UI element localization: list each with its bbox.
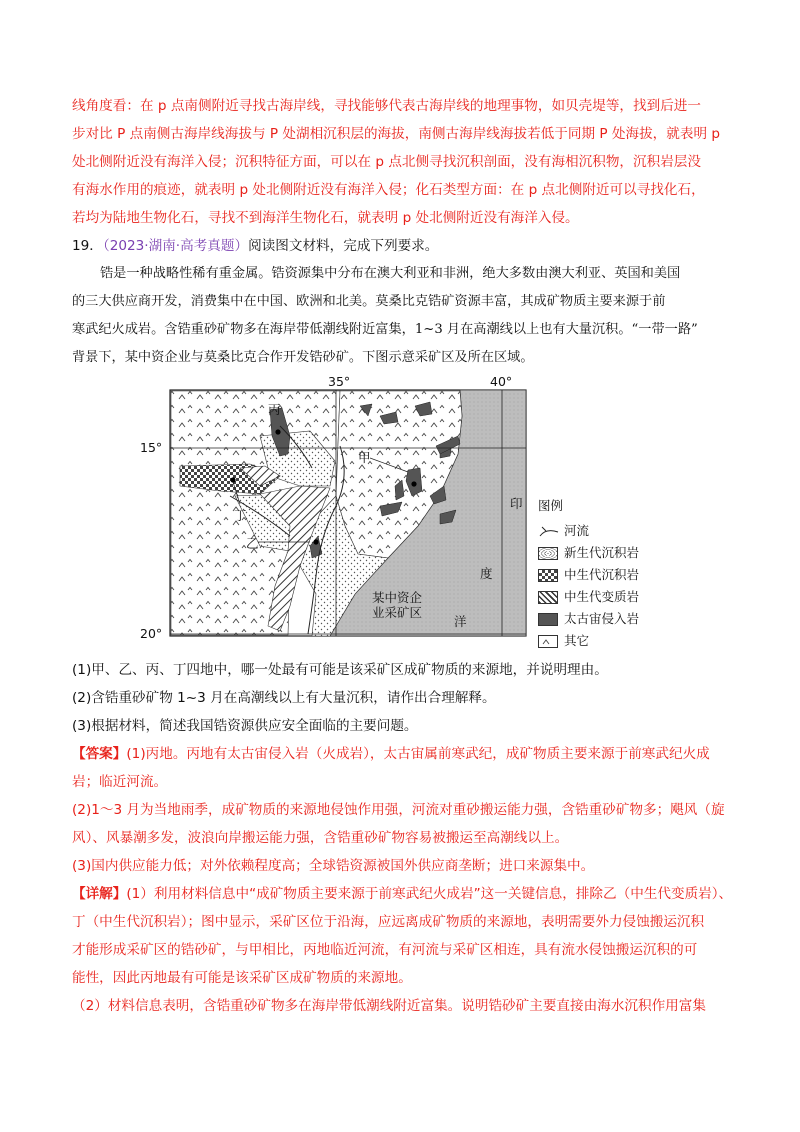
answer-text-line: 处北侧附近没有海洋入侵；沉积特征方面，可以在 p 点北侧寻找沉积剖面，没有海相沉积物，沉积岩层没: [72, 154, 701, 170]
answer-tag: 【答案】: [72, 746, 127, 762]
longitude-label: 40°: [490, 374, 513, 389]
detail-line: 丁（中生代沉积岩）；图中显示，采矿区位于沿海，应远离成矿物质的来源地，表明需要外力侵蚀搬运沉积: [72, 914, 705, 930]
place-label-yi: 乙: [246, 536, 259, 551]
answer-text-line: 若均为陆地生物化石，寻找不到海洋生物化石，就表明 p 处北侧附近没有海洋入侵。: [72, 210, 579, 226]
detail-line: （2）材料信息表明，含锆重砂矿物多在海岸带低潮线附近富集。说明锆砂矿主要直接由海水沉积作用富集: [72, 998, 706, 1014]
latitude-label: 15°: [140, 440, 163, 455]
site-point-yi: [313, 539, 318, 544]
question-number: 19．: [72, 238, 103, 254]
legend-item-other: 其它: [538, 631, 589, 649]
region-map-figure: [140, 376, 680, 646]
question-header: [72, 238, 438, 254]
other-swatch-icon: [538, 635, 558, 648]
latitude-label: 20°: [140, 626, 163, 641]
place-label-jia: 甲: [358, 450, 371, 465]
answer-line: (2)1～3 月为当地雨季，成矿物质的来源地侵蚀作用强，河流对重砂搬运能力强，含锆重砂矿物多；飓风（旋: [72, 802, 725, 818]
detail-line: 【详解】(1）利用材料信息中“成矿物质主要来源于前寒武纪火成岩”这一关键信息，排除乙（中生代变质岩）、: [72, 886, 733, 902]
place-label-ding: 丁: [234, 508, 247, 523]
legend-item-mesozoic-metamorphic: 中生代变质岩: [538, 587, 639, 605]
sub-question: (2)含锆重砂矿物 1~3 月在高潮线以上有大量沉积，请作出合理解释。: [72, 690, 496, 706]
answer-text-line: 线角度看：在 p 点南侧附近寻找古海岸线，寻找能够代表古海岸线的地理事物，如贝壳堤等，找到后进一: [72, 98, 701, 114]
map-frame: [170, 390, 526, 636]
answer-text-line: 有海水作用的痕迹，就表明 p 处北侧附近没有海洋入侵；化石类型方面：在 p 点北侧附近可以寻找化石，: [72, 182, 705, 198]
material-line: 锆是一种战略性稀有重金属。锆资源集中分布在澳大利亚和非洲，绝大多数由澳大利亚、英国和美国: [100, 266, 681, 281]
material-line: 背景下，某中资企业与莫桑比克合作开发锆砂矿。下图示意采矿区及所在区域。: [72, 350, 534, 365]
detail-line: 能性，因此丙地最有可能是该采矿区成矿物质的来源地。: [72, 970, 412, 986]
legend-item-archean: 太古宙侵入岩: [538, 609, 639, 627]
longitude-label: 35°: [328, 374, 351, 389]
answer-text-line: 步对比 P 点南侧古海岸线海拔与 P 处湖相沉积层的海拔，南侧古海岸线海拔若低于同期 P 处海拔，就表明 p: [72, 126, 720, 142]
answer-line: (3)国内供应能力低；对外依赖程度高；全球锆资源被国外供应商垄断；进口来源集中。: [72, 858, 595, 874]
legend-title: 图例: [538, 498, 564, 513]
material-line: 的三大供应商开发，消费集中在中国、欧洲和北美。莫桑比克锆矿资源丰富，其成矿物质主要来源于前: [72, 294, 666, 309]
detail-tag: 【详解】: [72, 886, 127, 902]
sea-label: 印: [510, 496, 523, 511]
answer-line: 风）、风暴潮多发，波浪向岸搬运能力强，含锆重砂矿物容易被搬运至高潮线以上。: [72, 830, 569, 846]
archean-swatch-icon: [538, 613, 558, 626]
place-label-bing: 丙: [268, 402, 281, 417]
site-point-jia: [411, 481, 416, 486]
sea-label: 度: [480, 566, 493, 581]
question-instruction: 阅读图文材料，完成下列要求。: [248, 238, 439, 254]
legend-item-river: 河流: [538, 521, 589, 539]
metamorphic-swatch-icon: [538, 591, 558, 604]
site-point-bing: [275, 429, 280, 434]
question-source: （2023·湖南·高考真题）: [102, 238, 249, 254]
mine-label: 业采矿区: [372, 605, 423, 620]
legend-item-cenozoic: 新生代沉积岩: [538, 543, 639, 561]
material-line: 寒武纪火成岩。含锆重砂矿物多在海岸带低潮线附近富集，1~3 月在高潮线以上也有大量沉积。“一带一路”: [72, 322, 698, 337]
sub-question: (1)甲、乙、丙、丁四地中，哪一处最有可能是该采矿区成矿物质的来源地，并说明理由。: [72, 662, 608, 678]
river-legend-icon: [538, 526, 560, 538]
site-point-ding: [230, 477, 235, 482]
cenozoic-swatch-icon: [538, 547, 558, 560]
sea-label: 洋: [454, 614, 467, 629]
answer-line: 岩；临近河流。: [72, 774, 168, 790]
answer-line: 【答案】(1)丙地。丙地有太古宙侵入岩（火成岩），太古宙属前寒武纪，成矿物质主要来源于前寒武纪火成: [72, 746, 710, 762]
sub-question: (3)根据材料，简述我国锆资源供应安全面临的主要问题。: [72, 718, 418, 734]
detail-line: 才能形成采矿区的锆砂矿，与甲相比，丙地临近河流，有河流与采矿区相连，具有流水侵蚀搬运沉积的可: [72, 942, 698, 958]
mine-label: 某中资企: [372, 590, 423, 605]
mesozoic-sediment-swatch-icon: [538, 569, 558, 582]
legend-item-mesozoic-sediment: 中生代沉积岩: [538, 565, 639, 583]
